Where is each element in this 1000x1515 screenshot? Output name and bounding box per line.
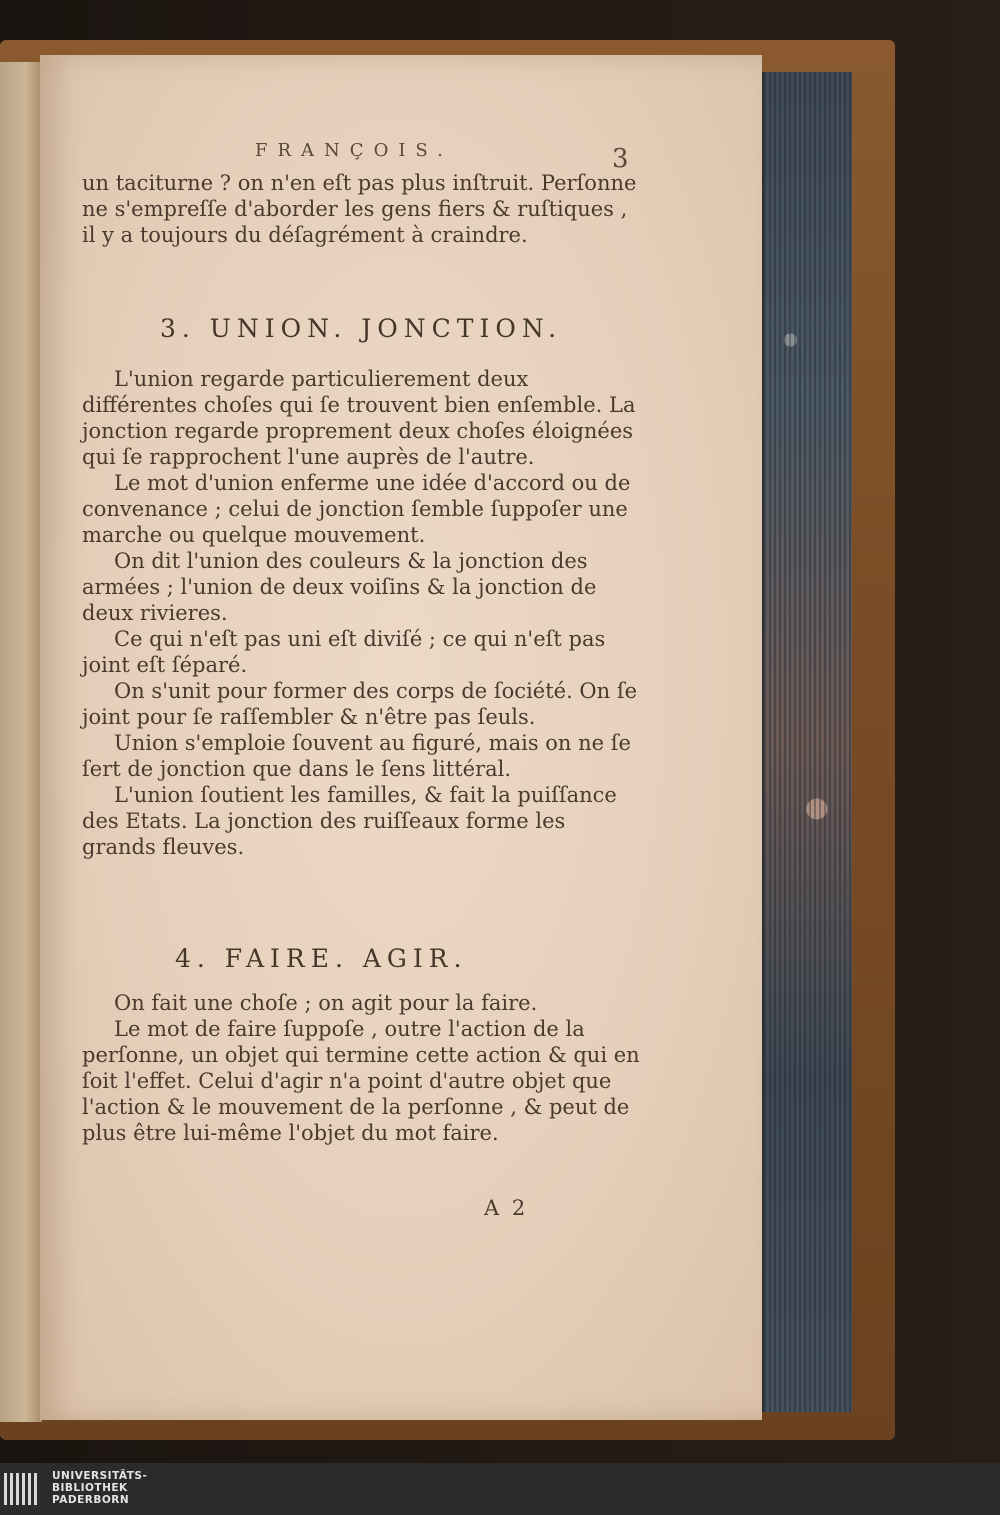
paragraph: On dit l'union des couleurs & la jonction des armées ; l'union de deux voiſins & la jonction de deux rivieres. xyxy=(82,549,597,625)
library-logo-text xyxy=(52,1470,147,1506)
paragraph: On fait une choſe ; on agit pour la faire. xyxy=(114,991,538,1015)
section4-body xyxy=(82,990,642,1146)
paragraph: Union s'emploie ſouvent au figuré, mais on ne ſe ſert de jonction que dans le ſens littéral. xyxy=(82,731,631,781)
running-head: FRANÇOIS. xyxy=(255,140,453,161)
continued-text: un taciturne ? on n'en eſt pas plus inſtruit. Perſonne ne s'empreſſe d'aborder les gens fiers & ruſtiques , il y a toujours du déſagrément à craindre. xyxy=(82,171,637,247)
left-page-edge xyxy=(0,62,42,1422)
paragraph: L'union regarde particulierement deux différentes choſes qui ſe trouvent bien enſemble. La jonction regarde proprement deux choſes éloignées qui ſe rapprochent l'une auprès de l'autre. xyxy=(82,367,636,469)
paragraph: L'union ſoutient les familles, & fait la puiſſance des Etats. La jonction des ruiſſeaux forme les grands fleuves. xyxy=(82,783,617,859)
section3-body xyxy=(82,366,642,860)
library-logo-icon xyxy=(4,1473,42,1505)
paragraph: On s'unit pour former des corps de ſociété. On ſe joint pour ſe raſſembler & n'être pas ſeuls. xyxy=(82,679,638,729)
paragraph: Le mot de faire ſuppoſe , outre l'action de la perſonne, un objet qui termine cette action & qui en ſoit l'effet. Celui d'agir n'a point d'autre objet que l'action & le mouvement de la perſonne , & peut de plus être lui-même l'objet du mot faire. xyxy=(82,1017,640,1145)
logo-line: PADERBORN xyxy=(52,1494,130,1506)
section-heading-union-jonction: 3. UNION. JONCTION. xyxy=(160,314,563,343)
library-footer xyxy=(0,1463,1000,1515)
section-heading-faire-agir: 4. FAIRE. AGIR. xyxy=(175,944,468,973)
logo-line: UNIVERSITÄTS- xyxy=(52,1470,148,1482)
page-number: 3 xyxy=(612,144,629,174)
paragraph: Ce qui n'eſt pas uni eſt diviſé ; ce qui n'eſt pas joint eſt ſéparé. xyxy=(82,627,606,677)
paragraph: Le mot d'union enferme une idée d'accord ou de convenance ; celui de jonction ſemble ſuppoſer une marche ou quelque mouvement. xyxy=(82,471,631,547)
signature-mark: A 2 xyxy=(484,1196,529,1220)
logo-line: BIBLIOTHEK xyxy=(52,1482,128,1494)
continued-text-block xyxy=(82,170,642,248)
marbled-fore-edge xyxy=(762,72,852,1412)
